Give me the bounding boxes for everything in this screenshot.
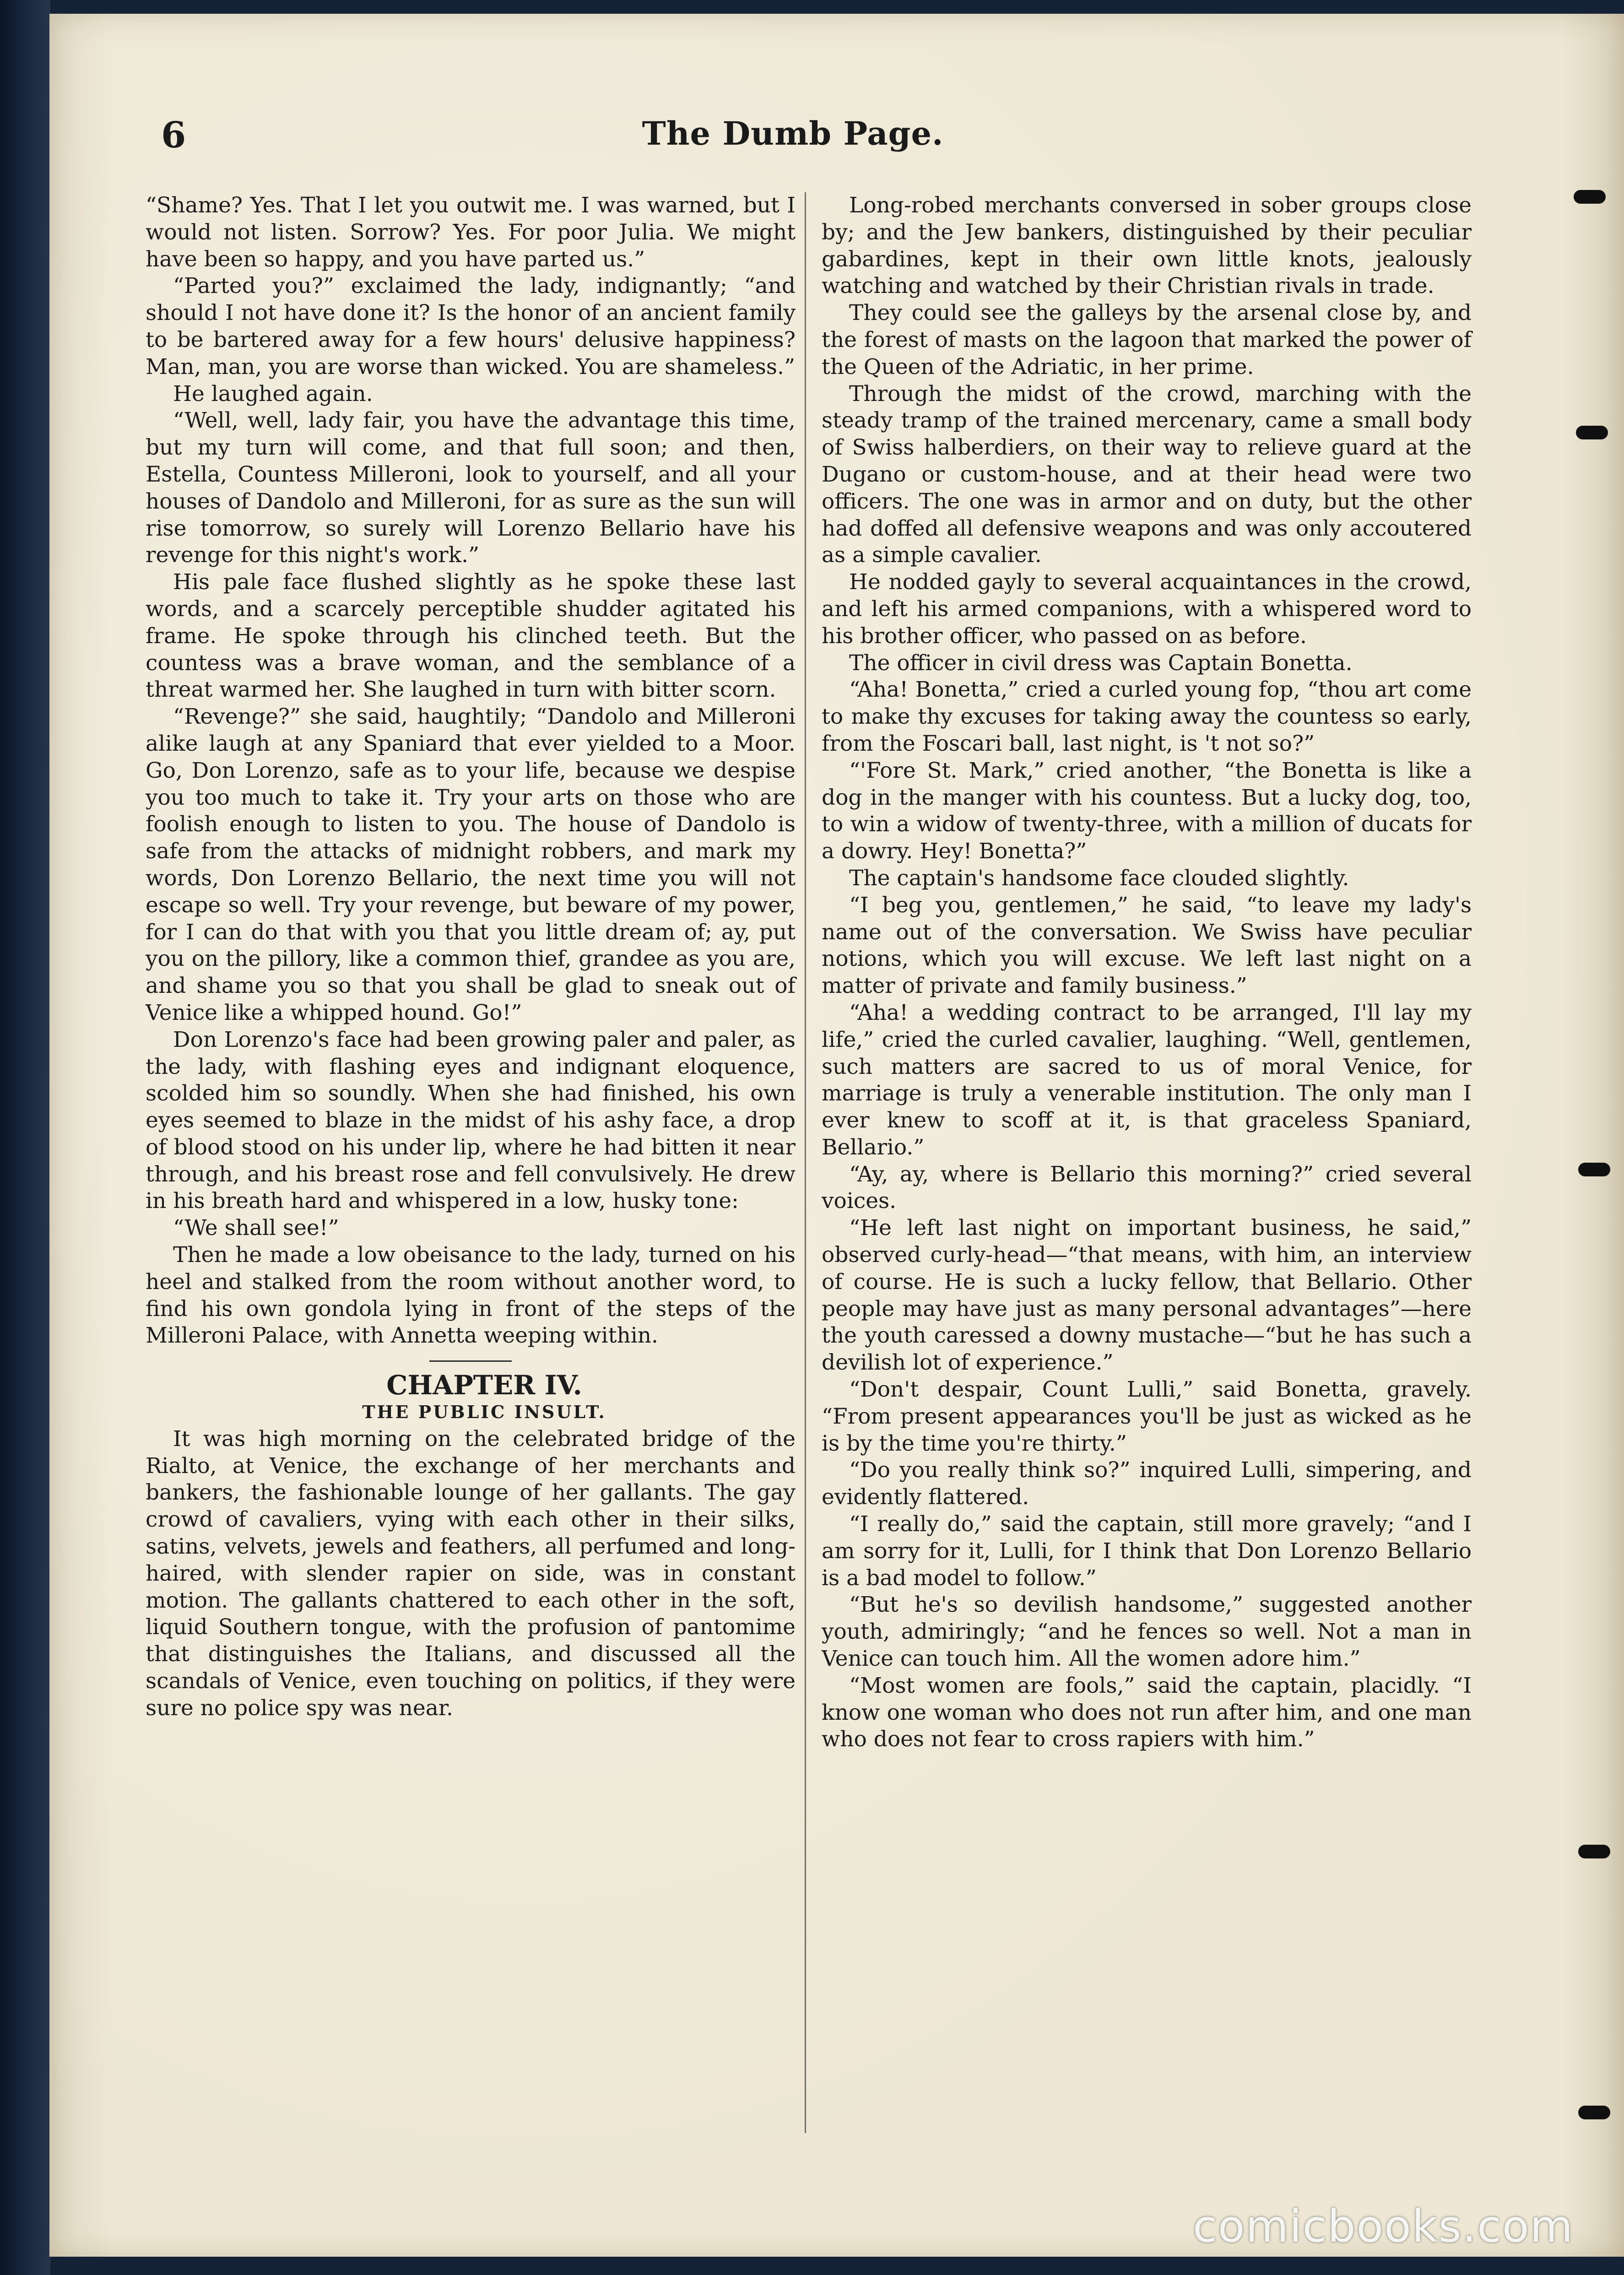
paragraph: “We shall see!” [173,1215,339,1241]
paragraph: “Parted you?” exclaimed the lady, indignantly; “and should I not have done it? Is the honor of an ancient family to be bartered away for a few hours' delusive happiness? Man, man, you are worse than wicked. You are shameless.” [146,273,796,379]
paragraph: “Ay, ay, where is Bellario this morning?” cried several voices. [822,1161,1472,1214]
paragraph: “Most women are fools,” said the captain, placidly. “I know one woman who does not run after him, and one man who does not fear to cross rapiers with him.” [822,1673,1472,1752]
left-column [146,192,796,1722]
binding-hole [1576,426,1608,439]
binding-hole [1578,1163,1610,1176]
page-number: 6 [161,114,186,156]
chapter-divider [429,1360,512,1362]
chapter-subtitle: THE PUBLIC INSULT. [362,1402,606,1423]
magazine-binding-edge [0,0,50,2275]
paragraph: He laughed again. [173,381,373,406]
column-divider [805,192,806,2133]
binding-hole [1578,1845,1610,1858]
paragraph: The officer in civil dress was Captain Bonetta. [849,650,1353,676]
paragraph: “Revenge?” she said, haughtily; “Dandolo and Milleroni alike laugh at any Spaniard that ever yielded to a Moor. Go, Don Lorenzo, safe as to your life, because we despise you too much to take it. Try your arts on those who are foolish enough to listen to you. The house of Dandolo is safe from the attacks of midnight robbers, and mark my words, Don Lorenzo Bellario, the next time you will not escape so well. Try your revenge, but beware of my power, for I can do that with you that you little dream of; ay, put you on the pillory, like a common thief, grandee as you are, and shame you so that you shall be glad to sneak out of Venice like a whipped hound. Go!” [146,704,796,1025]
paragraph: It was high morning on the celebrated bridge of the Rialto, at Venice, the exchange of her merchants and bankers, the fashionable lounge of her gallants. The gay crowd of cavaliers, vying with each other in their silks, satins, velvets, jewels and feathers, all perfumed and long-haired, with slender rapier on side, was in constant motion. The gallants chattered to each other in the soft, liquid Southern tongue, with the profusion of pantomime that distinguishes the Italians, and discussed all the scandals of Venice, even touching on politics, if they were sure no police spy was near. [146,1426,796,1721]
paragraph: “'Fore St. Mark,” cried another, “the Bonetta is like a dog in the manger with his countess. But a lucky dog, too, to win a widow of twenty-three, with a million of ducats for a dowry. Hey! Bonetta?” [822,758,1472,864]
paragraph: “Don't despair, Count Lulli,” said Bonetta, gravely. “From present appearances you'll be just as wicked as he is by the time you're thirty.” [822,1377,1472,1456]
running-title: The Dumb Page. [642,114,944,152]
paragraph: “Shame? Yes. That I let you outwit me. I was warned, but I would not listen. Sorrow? Yes. For poor Julia. We might have been so happy, and you have parted us.” [146,193,796,272]
paragraph: “I beg you, gentlemen,” he said, “to leave my lady's name out of the conversation. We Swiss have peculiar notions, which you will excuse. We left last night on a matter of private and family business.” [822,892,1472,999]
paragraph: “Aha! Bonetta,” cried a curled young fop, “thou art come to make thy excuses for taking away the countess so early, from the Foscari ball, last night, is 't not so?” [822,677,1472,756]
paragraph: “Do you really think so?” inquired Lulli, simpering, and evidently flattered. [822,1457,1472,1510]
page-header [106,114,1479,169]
chapter-title: CHAPTER IV. [386,1370,582,1401]
paragraph: “He left last night on important business, he said,” observed curly-head—“that means, with him, an interview of course. He is such a lucky fellow, that Bellario. Other people may have just as many personal advantages”—here the youth caressed a downy mustache—“but he has such a devilish lot of experience.” [822,1215,1472,1376]
watermark: comicbooks.com [1192,2201,1574,2252]
binding-hole [1578,2106,1610,2119]
binding-hole [1574,190,1606,204]
paragraph: “Well, well, lady fair, you have the advantage this time, but my turn will come, and that full soon; and then, Estella, Countess Milleroni, look to yourself, and all your houses of Dandolo and Milleroni, for as sure as the sun will rise tomorrow, so surely will Lorenzo Bellario have his revenge for this night's work.” [146,408,796,568]
paragraph: The captain's handsome face clouded slightly. [849,865,1349,891]
paragraph: “I really do,” said the captain, still more gravely; “and I am sorry for it, Lulli, for I think that Don Lorenzo Bellario is a bad model to follow.” [822,1511,1472,1591]
paragraph: Through the midst of the crowd, marching with the steady tramp of the trained mercenary, came a small body of Swiss halberdiers, on their way to relieve guard at the Dugano or custom-house, and at their head were two officers. The one was in armor and on duty, but the other had doffed all defensive weapons and was only accoutered as a simple cavalier. [822,381,1472,568]
right-column [822,192,1472,1753]
paragraph: His pale face flushed slightly as he spoke these last words, and a scarcely perceptible shudder agitated his frame. He spoke through his clinched teeth. But the countess was a brave woman, and the semblance of a threat warmed her. She laughed in turn with bitter scorn. [146,569,796,703]
paragraph: Long-robed merchants conversed in sober groups close by; and the Jew bankers, distinguished by their peculiar gabardines, kept in their own little knots, jealously watching and watched by their Christian rivals in trade. [822,193,1472,299]
paragraph: Then he made a low obeisance to the lady, turned on his heel and stalked from the room without another word, to find his own gondola lying in front of the steps of the Milleroni Palace, with Annetta weeping within. [146,1242,796,1349]
paragraph: They could see the galleys by the arsenal close by, and the forest of masts on the lagoon that marked the power of the Queen of the Adriatic, in her prime. [822,300,1472,379]
paragraph: “Aha! a wedding contract to be arranged, I'll lay my life,” cried the curled cavalier, laughing. “Well, gentlemen, such matters are sacred to us of moral Venice, for marriage is truly a venerable institution. The only man I ever knew to scoff at it, is that graceless Spaniard, Bellario.” [822,1000,1472,1160]
paragraph: “But he's so devilish handsome,” suggested another youth, admiringly; “and he fences so well. Not a man in Venice can touch him. All the women adore him.” [822,1592,1472,1672]
paragraph: Don Lorenzo's face had been growing paler and paler, as the lady, with flashing eyes and indignant eloquence, scolded him so soundly. When she had finished, his own eyes seemed to blaze in the midst of his ashy face, a drop of blood stood on his under lip, where he had bitten it near through, and his breast rose and fell convulsively. He drew in his breath hard and whispered in a low, husky tone: [146,1027,796,1214]
paragraph: He nodded gayly to several acquaintances in the crowd, and left his armed companions, with a whispered word to his brother officer, who passed on as before. [822,569,1472,649]
